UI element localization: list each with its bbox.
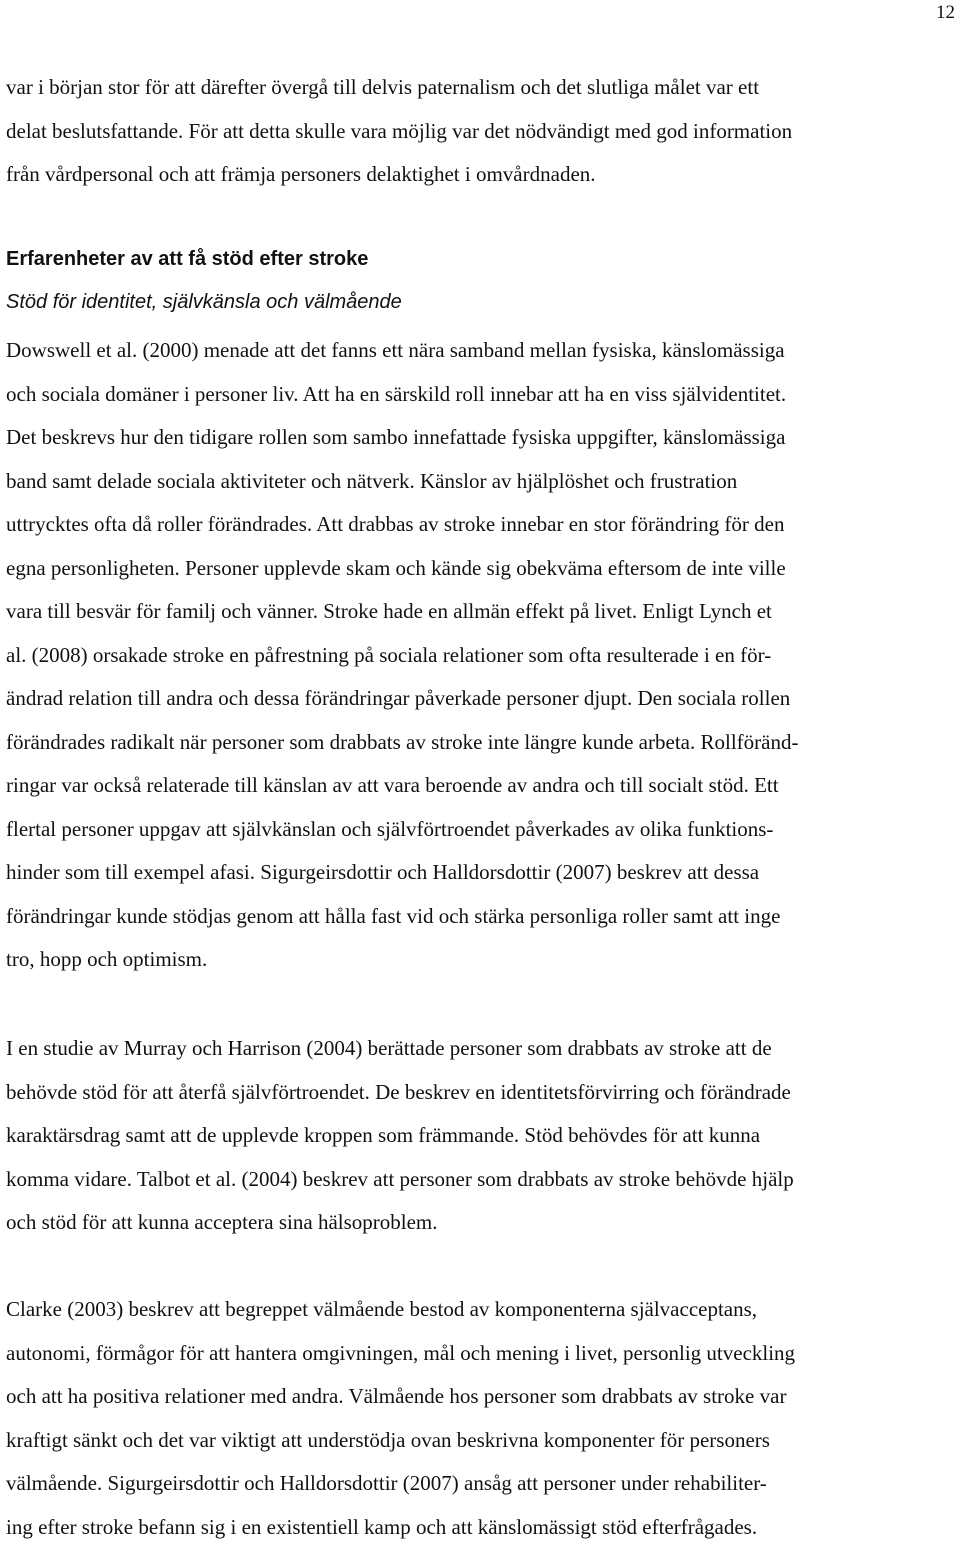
text-line: egna personligheten. Personer upplevde skam och kände sig obekväma eftersom de inte ville [6, 547, 798, 591]
text-line: välmående. Sigurgeirsdottir och Halldorsdottir (2007) ansåg att personer under rehabiliter- [6, 1462, 795, 1506]
text-line: komma vidare. Talbot et al. (2004) beskrev att personer som drabbats av stroke behövde hjälp [6, 1158, 794, 1202]
text-line: ändrad relation till andra och dessa förändringar påverkade personer djupt. Den sociala rollen [6, 677, 798, 721]
text-line: förändrades radikalt när personer som drabbats av stroke inte längre kunde arbeta. Rollföränd- [6, 721, 798, 765]
section-subtitle: Stöd för identitet, självkänsla och välmående [6, 281, 926, 324]
text-line: ing efter stroke befann sig i en existentiell kamp och att känslomässigt stöd efterfrågades. [6, 1506, 795, 1549]
text-line: tro, hopp och optimism. [6, 938, 798, 982]
text-line: Clarke (2003) beskrev att begreppet välmående bestod av komponenterna självacceptans, [6, 1288, 795, 1332]
text-line: uttrycktes ofta då roller förändrades. Att drabbas av stroke innebar en stor förändring för den [6, 503, 798, 547]
intro-paragraph [6, 66, 792, 197]
text-line: kraftigt sänkt och det var viktigt att understödja ovan beskrivna komponenter för personers [6, 1419, 795, 1463]
text-line: al. (2008) orsakade stroke en påfrestning på sociala relationer som ofta resulterade i en för- [6, 634, 798, 678]
text-line: förändringar kunde stödjas genom att hålla fast vid och stärka personliga roller samt att inge [6, 895, 798, 939]
section-heading [6, 238, 926, 324]
text-line: från vårdpersonal och att främja personers delaktighet i omvårdnaden. [6, 153, 792, 197]
text-line: var i början stor för att därefter övergå till delvis paternalism och det slutliga målet var ett [6, 66, 792, 110]
text-line: I en studie av Murray och Harrison (2004) berättade personer som drabbats av stroke att de [6, 1027, 794, 1071]
text-line: hinder som till exempel afasi. Sigurgeirsdottir och Halldorsdottir (2007) beskrev att dessa [6, 851, 798, 895]
text-line: ringar var också relaterade till känslan av att vara beroende av andra och till socialt stöd. Ett [6, 764, 798, 808]
paragraph-self-confidence [6, 1027, 794, 1245]
page-number: 12 [936, 1, 955, 25]
text-line: och stöd för att kunna acceptera sina hälsoproblem. [6, 1201, 794, 1245]
text-line: behövde stöd för att återfå självförtroendet. De beskrev en identitetsförvirring och förändrade [6, 1071, 794, 1115]
text-line: och sociala domäner i personer liv. Att ha en särskild roll innebar att ha en viss självidentitet. [6, 373, 798, 417]
section-title: Erfarenheter av att få stöd efter stroke [6, 238, 926, 281]
paragraph-identity [6, 329, 798, 982]
text-line: karaktärsdrag samt att de upplevde kroppen som främmande. Stöd behövdes för att kunna [6, 1114, 794, 1158]
text-line: autonomi, förmågor för att hantera omgivningen, mål och mening i livet, personlig utveckling [6, 1332, 795, 1376]
text-line: vara till besvär för familj och vänner. Stroke hade en allmän effekt på livet. Enligt Lynch et [6, 590, 798, 634]
paragraph-wellbeing [6, 1288, 795, 1549]
text-line: band samt delade sociala aktiviteter och nätverk. Känslor av hjälplöshet och frustration [6, 460, 798, 504]
text-line: och att ha positiva relationer med andra. Välmående hos personer som drabbats av stroke var [6, 1375, 795, 1419]
text-line: delat beslutsfattande. För att detta skulle vara möjlig var det nödvändigt med god information [6, 110, 792, 154]
text-line: Det beskrevs hur den tidigare rollen som sambo innefattade fysiska uppgifter, känslomässiga [6, 416, 798, 460]
text-line: flertal personer uppgav att självkänslan och självförtroendet påverkades av olika funktions- [6, 808, 798, 852]
text-line: Dowswell et al. (2000) menade att det fanns ett nära samband mellan fysiska, känslomässiga [6, 329, 798, 373]
